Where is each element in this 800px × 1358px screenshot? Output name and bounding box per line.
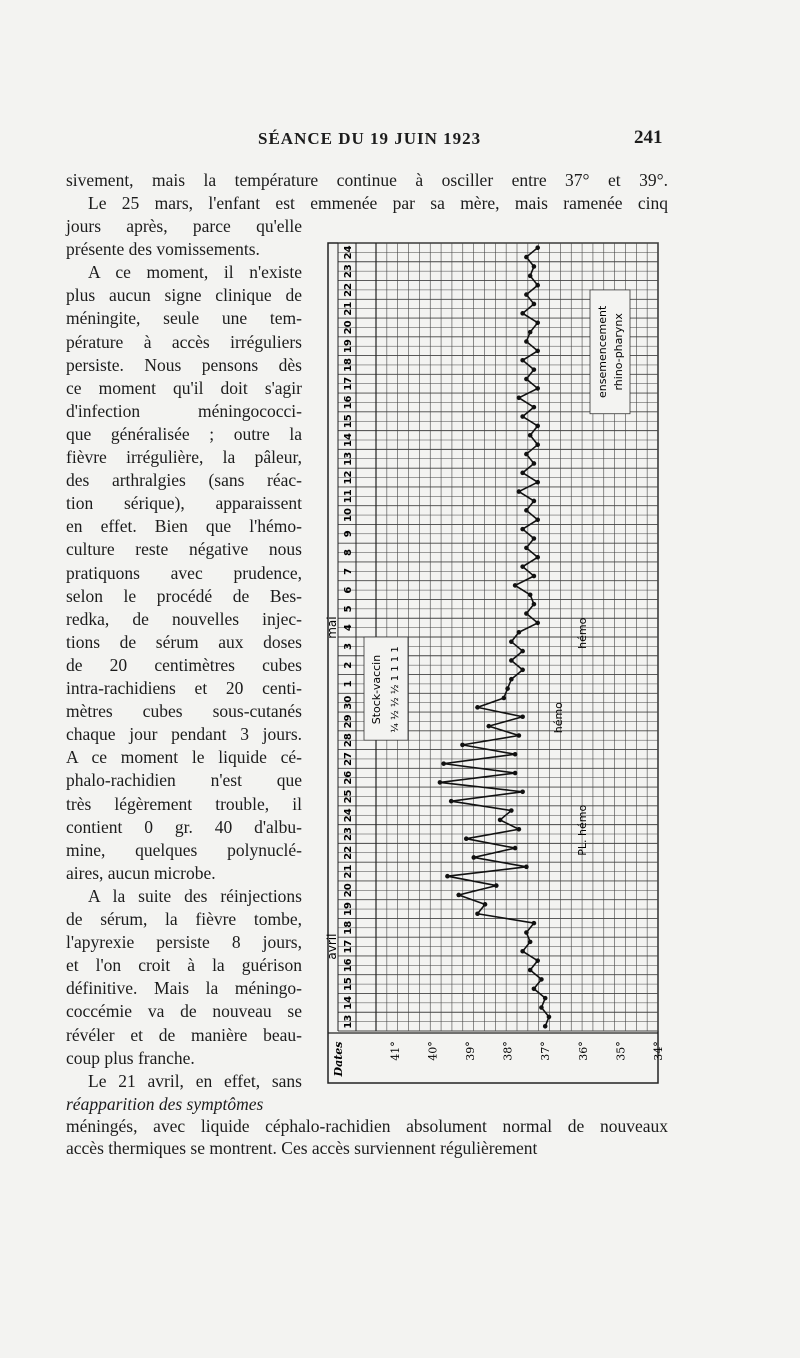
day-tick-label: 10 [343, 508, 354, 523]
temp-tick-label: 39° [464, 1041, 477, 1061]
temperature-point [535, 245, 540, 250]
temperature-point [513, 583, 518, 588]
temperature-point [532, 264, 537, 269]
temperature-point [535, 349, 540, 354]
month-label: mai [325, 616, 339, 639]
day-tick-label: 27 [343, 751, 354, 766]
text-line: phalo-rachidien n'est que [66, 770, 302, 791]
temperature-point [517, 489, 522, 494]
temperature-point [520, 649, 525, 654]
temperature-chart [325, 243, 665, 1083]
temperature-point [535, 320, 540, 325]
temperature-point [532, 921, 537, 926]
temperature-point [513, 752, 518, 757]
text-line: fièvre irrégulière, la pâleur, [66, 447, 302, 467]
temperature-point [520, 789, 525, 794]
day-tick-label: 17 [343, 376, 354, 391]
day-tick-label: 23 [343, 264, 354, 279]
temp-tick-label: 34° [652, 1041, 665, 1061]
day-tick-label: 17 [343, 939, 354, 954]
header-title: SÉANCE DU 19 JUIN 1923 [258, 129, 482, 148]
temperature-point [528, 330, 533, 335]
temperature-point [539, 1005, 544, 1010]
temp-tick-label: 41° [388, 1041, 402, 1061]
day-tick-label: 14 [343, 433, 354, 447]
temperature-point [520, 527, 525, 532]
temperature-point [520, 358, 525, 363]
day-tick-label: 1 [343, 680, 354, 688]
day-tick-label: 9 [343, 530, 354, 538]
day-tick-label: 26 [343, 770, 354, 785]
temperature-point [532, 986, 537, 991]
text-line: mine, quelques polynuclé- [66, 839, 302, 860]
day-tick-label: 22 [343, 282, 354, 297]
temperature-point [528, 968, 533, 973]
text-line: révéler et de manière beau- [66, 1024, 302, 1045]
temperature-point [483, 902, 488, 907]
temperature-point [520, 949, 525, 954]
temperature-point [520, 414, 525, 419]
running-header [0, 125, 800, 155]
text-line: pratiquons avec prudence, [66, 562, 302, 583]
day-tick-label: 8 [343, 549, 354, 557]
text-line: d'infection méningococci- [66, 400, 302, 421]
text-line: intra-rachidiens et 20 centi- [66, 678, 302, 698]
temperature-point [524, 292, 529, 297]
vaccine-doses-label: ¼ ½ ½ ½ 1 1 1 1 [390, 646, 401, 733]
temperature-point [509, 808, 514, 813]
ensemencement-label: ensemencement [596, 305, 609, 398]
temperature-point [535, 958, 540, 963]
hemo-label: hémo [576, 617, 589, 649]
temperature-point [456, 893, 461, 898]
text-line: mètres cubes sous-cutanés [66, 701, 302, 722]
temperature-point [535, 517, 540, 522]
dates-axis-label: Dates [332, 1041, 345, 1077]
temperature-point [532, 602, 537, 607]
temperature-point [464, 836, 469, 841]
temperature-point [502, 696, 507, 701]
temperature-point [532, 499, 537, 504]
temperature-point [547, 1015, 552, 1020]
text-line: pérature à accès irréguliers [66, 331, 302, 352]
text-line: culture reste négative nous [66, 539, 302, 560]
text-line: A ce moment le liquide cé- [66, 747, 302, 768]
temperature-point [509, 677, 514, 682]
temperature-point [532, 536, 537, 541]
text-line: A ce moment, il n'existe [88, 262, 302, 283]
text-line: que généralisée ; outre la [66, 423, 302, 444]
temperature-point [475, 911, 480, 916]
temperature-point [532, 302, 537, 307]
temperature-point [535, 555, 540, 560]
text-line: définitive. Mais la méningo- [66, 978, 302, 999]
text-line: contient 0 gr. 40 d'albu- [66, 816, 302, 837]
temp-tick-label: 37° [539, 1041, 553, 1061]
temperature-point [543, 996, 548, 1001]
text-line: Le 25 mars, l'enfant est emmenée par sa mère, mais ramenée cinq [88, 193, 668, 213]
temperature-point [460, 743, 465, 748]
temperature-point [438, 780, 443, 785]
temperature-point [517, 827, 522, 832]
day-tick-label: 7 [343, 567, 354, 575]
temperature-point [520, 471, 525, 476]
text-line: Le 21 avril, en effet, sans [88, 1070, 302, 1091]
temperature-point [513, 771, 518, 776]
day-tick-label: 19 [343, 902, 354, 917]
day-tick-label: 18 [343, 357, 354, 372]
text-line: coccémie va de nouveau se [66, 1001, 302, 1022]
temperature-point [517, 733, 522, 738]
day-tick-label: 19 [343, 339, 354, 354]
temperature-point [539, 977, 544, 982]
temperature-point [520, 714, 525, 719]
temperature-point [528, 274, 533, 279]
day-tick-label: 21 [343, 864, 354, 879]
text-line: tion sérique), apparaissent [66, 493, 302, 514]
day-tick-label: 20 [343, 320, 354, 335]
day-tick-label: 11 [343, 489, 354, 504]
temperature-point [524, 508, 529, 513]
temperature-point [524, 377, 529, 382]
text-line: présente des vomissements. [66, 239, 260, 260]
text-line: sivement, mais la température continue à osciller entre 37° et 39°. [66, 170, 668, 190]
day-tick-label: 12 [343, 470, 354, 485]
text-line: méningés, avec liquide céphalo-rachidien absolument normal de nouveaux [66, 1116, 668, 1136]
temperature-point [524, 611, 529, 616]
day-tick-label: 30 [343, 695, 354, 710]
temperature-point [475, 705, 480, 710]
temperature-point [524, 546, 529, 551]
temperature-point [528, 433, 533, 438]
temperature-point [471, 855, 476, 860]
temperature-point [524, 930, 529, 935]
temperature-point [517, 630, 522, 635]
text-line: coup plus franche. [66, 1047, 195, 1068]
temperature-point [528, 940, 533, 945]
temp-tick-label: 40° [426, 1041, 440, 1061]
text-line: selon le procédé de Bes- [66, 585, 302, 606]
day-tick-label: 28 [343, 733, 354, 748]
day-tick-label: 29 [343, 714, 354, 729]
hemo-label: hémo [552, 702, 565, 734]
text-line: méningite, seule une tem- [66, 308, 302, 329]
temperature-point [524, 339, 529, 344]
temperature-point [524, 255, 529, 260]
text-line: jours après, parce qu'elle [66, 216, 302, 236]
temperature-point [535, 442, 540, 447]
temperature-point [543, 1024, 548, 1029]
day-tick-label: 18 [343, 920, 354, 935]
temperature-point [487, 724, 492, 729]
day-tick-label: 6 [343, 586, 354, 594]
day-tick-label: 13 [343, 451, 354, 466]
temperature-point [535, 424, 540, 429]
temperature-point [535, 386, 540, 391]
temp-tick-label: 38° [501, 1041, 515, 1061]
text-line: accès thermiques se montrent. Ces accès surviennent régulièrement [66, 1138, 538, 1158]
text-line: réapparition des symptômes [66, 1093, 264, 1114]
temperature-chart-svg [325, 243, 665, 1083]
day-tick-label: 21 [343, 301, 354, 316]
text-line: ce moment qu'il doit s'agir [66, 377, 302, 398]
text-line: de sérum, la fièvre tombe, [66, 909, 302, 929]
day-tick-label: 2 [343, 661, 354, 669]
day-tick-label: 13 [343, 1014, 354, 1029]
temperature-point [498, 818, 503, 823]
temperature-point [528, 592, 533, 597]
text-line: de 20 centimètres cubes [66, 654, 302, 675]
day-tick-label: 15 [343, 414, 354, 429]
day-tick-label: 16 [343, 395, 354, 410]
day-tick-label: 20 [343, 883, 354, 898]
day-tick-label: 5 [343, 605, 354, 613]
temperature-point [535, 283, 540, 288]
temperature-point [520, 311, 525, 316]
day-tick-label: 14 [343, 995, 354, 1010]
temperature-point [524, 452, 529, 457]
temperature-point [509, 639, 514, 644]
text-line: redka, de nouvelles injec- [66, 608, 302, 629]
temperature-point [520, 564, 525, 569]
day-tick-label: 25 [343, 789, 354, 804]
day-tick-label: 15 [343, 977, 354, 992]
day-tick-label: 3 [343, 642, 354, 650]
temperature-point [532, 574, 537, 579]
text-line: plus aucun signe clinique de [66, 285, 302, 306]
temperature-point [449, 799, 454, 804]
temperature-point [532, 367, 537, 372]
temperature-point [535, 621, 540, 626]
temperature-point [505, 686, 510, 691]
temp-tick-label: 36° [576, 1041, 590, 1061]
text-line: et l'on croit à la guérison [66, 955, 302, 976]
temperature-point [524, 865, 529, 870]
text-line: l'apyrexie persiste 8 jours, [66, 932, 302, 953]
page-number: 241 [634, 127, 663, 148]
temperature-point [445, 874, 450, 879]
temperature-point [517, 395, 522, 400]
temperature-point [513, 846, 518, 851]
text-line: aires, aucun microbe. [66, 862, 216, 883]
temperature-point [494, 883, 499, 888]
day-tick-label: 24 [343, 808, 354, 823]
temperature-point [535, 480, 540, 485]
pl-hemo-label: PL. hémo [576, 804, 589, 856]
text-line: tions de sérum aux doses [66, 631, 302, 652]
day-tick-label: 16 [343, 958, 354, 973]
temperature-point [520, 668, 525, 673]
day-tick-label: 4 [343, 624, 354, 632]
vaccine-label: Stock-vaccin [370, 654, 383, 725]
temperature-point [441, 761, 446, 766]
temp-tick-label: 35° [614, 1041, 628, 1061]
text-line: très légèrement trouble, il [66, 793, 302, 814]
text-line: persiste. Nous pensons dès [66, 354, 302, 375]
temperature-point [532, 405, 537, 410]
text-line: chaque jour pendant 3 jours. [66, 724, 302, 745]
text-line: A la suite des réinjections [88, 885, 302, 906]
month-label: avril [325, 933, 339, 960]
text-line: en effet. Bien que l'hémo- [66, 516, 302, 537]
day-tick-label: 23 [343, 827, 354, 841]
ensemencement-label: rhino-pharynx [612, 313, 625, 391]
day-tick-label: 22 [343, 845, 354, 860]
temperature-point [509, 658, 514, 663]
day-tick-label: 24 [343, 245, 354, 260]
temperature-point [532, 461, 537, 466]
text-line: des arthralgies (sans réac- [66, 470, 302, 491]
